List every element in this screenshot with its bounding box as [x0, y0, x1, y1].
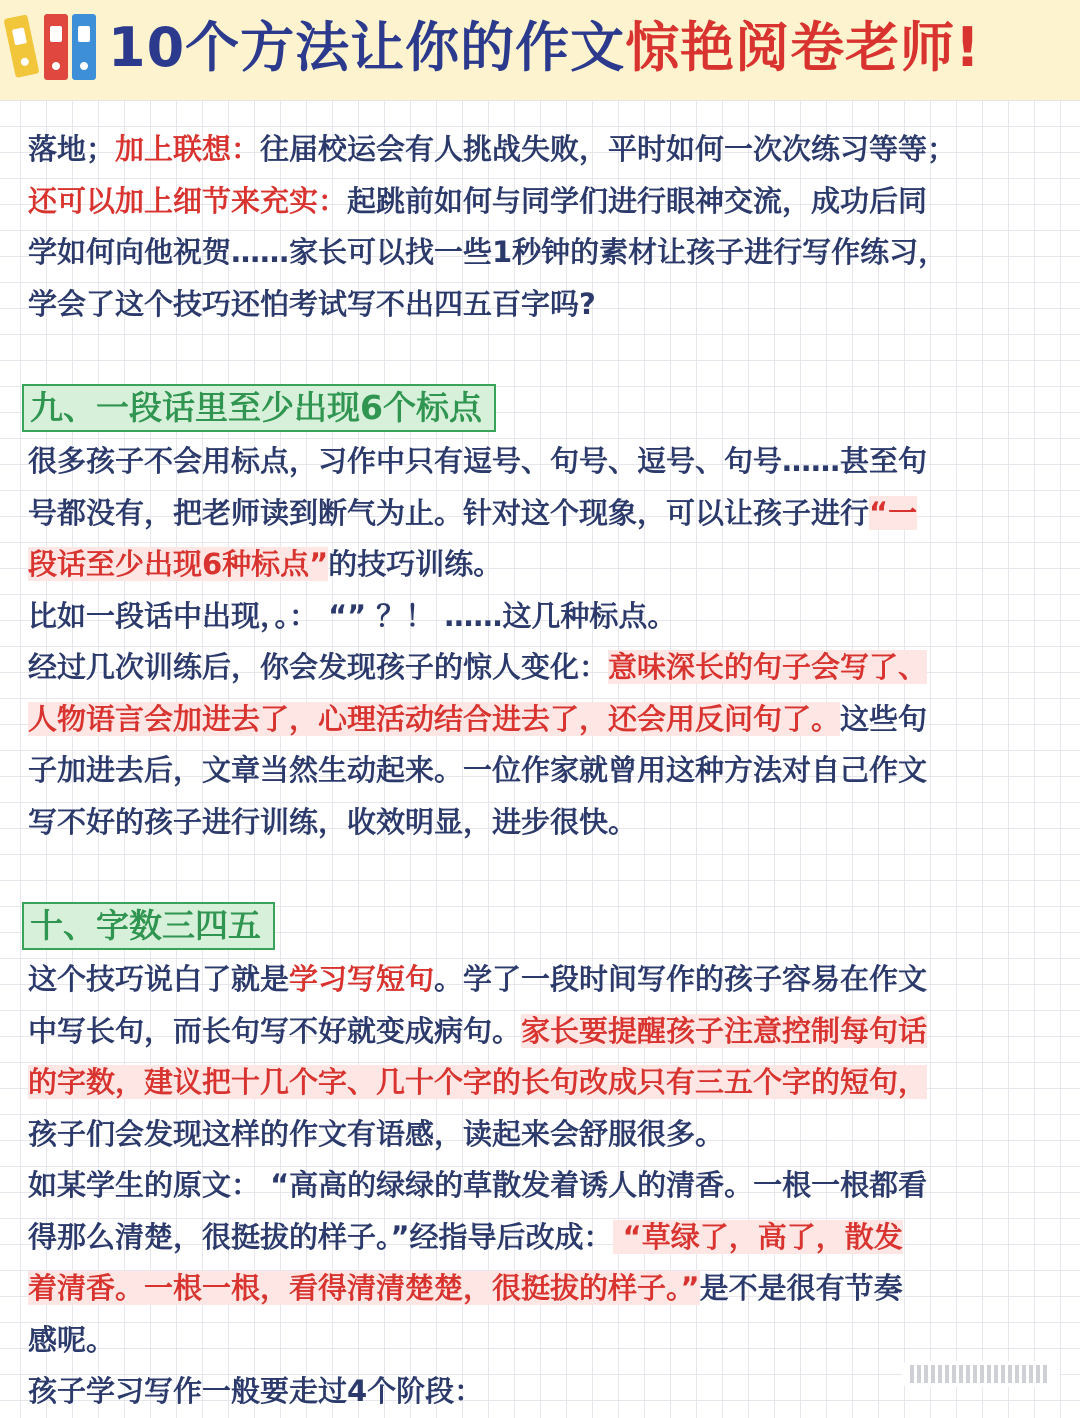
intro-text: 起跳前如何与同学们进行眼神交流，成功后同 — [347, 183, 928, 218]
s9-line-3 — [28, 539, 1058, 591]
s10-line-4: 孩子们会发现这样的作文有语感，读起来会舒服很多。 — [28, 1116, 725, 1151]
intro-line-1 — [28, 124, 1058, 176]
s10-line-3 — [28, 1057, 1058, 1109]
spacer — [28, 848, 1058, 900]
s9-highlight: 人物语言会加进去了，心理活动结合进去了，还会用反问句了。 — [28, 701, 841, 736]
s9-text: 这些句 — [840, 701, 928, 736]
intro-text: 落地； — [28, 132, 116, 166]
yellow-binder-icon — [4, 14, 40, 78]
s10-text: 得那么清楚，很挺拔的样子。”经指导后改成： — [28, 1219, 613, 1254]
s10-line-6 — [28, 1212, 1058, 1264]
intro-line-4: 学会了这个技巧还怕考试写不出四五百字吗? — [28, 286, 596, 321]
header-banner — [0, 0, 1080, 100]
s10-line-8: 感呢。 — [28, 1322, 116, 1357]
s9-text: 号都没有，把老师读到断气为止。针对这个现象，可以让孩子进行 — [28, 495, 870, 530]
s9-line-7: 子加进去后，文章当然生动起来。一位作家就曾用这种方法对自己作文 — [28, 753, 928, 787]
s9-text: 的技巧训练。 — [328, 547, 503, 581]
spacer — [28, 330, 1058, 382]
s9-line-5 — [28, 642, 1058, 694]
s10-text: 是不是很有节奏 — [699, 1271, 903, 1305]
title-part-1: 10个方法让你的作文 — [108, 16, 626, 79]
s10-line-9: 孩子学习写作一般要走过4个阶段： — [28, 1374, 484, 1408]
intro-highlight: 还可以加上细节来充实： — [28, 183, 348, 218]
page-title — [108, 12, 981, 84]
s9-highlight: 意味深长的句子会写了、 — [608, 650, 928, 684]
section-10-heading: 十、字数三四五 — [22, 902, 275, 950]
intro-line-2 — [28, 176, 1058, 228]
s9-line-6 — [28, 694, 1058, 746]
s10-text: 。学了一段时间写作的孩子容易在作文 — [434, 962, 928, 996]
blue-binder-icon — [72, 14, 96, 80]
s10-text: 这个技巧说白了就是 — [28, 962, 290, 996]
s10-text: 中写长句，而长句写不好就变成病句。 — [28, 1013, 522, 1048]
s9-line-4: 比如一段话中出现，。： “” ？！ ……这几种标点。 — [28, 598, 677, 633]
s10-highlight: 的字数，建议把十几个字、几十个字的长句改成只有三五个字的短句， — [28, 1065, 928, 1099]
watermark-logo — [902, 1361, 1060, 1387]
red-binder-icon — [44, 14, 68, 80]
intro-text: 往届校运会有人挑战失败，平时如何一次次练习等等； — [260, 132, 957, 166]
s9-line-2 — [28, 488, 1058, 540]
binders-icon — [16, 14, 98, 80]
s10-line-1 — [28, 954, 1058, 1006]
article-body — [28, 124, 1058, 1418]
section-9-heading: 九、一段话里至少出现6个标点 — [22, 384, 496, 432]
s10-line-7 — [28, 1263, 1058, 1315]
s10-highlight: 着清香。一根一根，看得清清楚楚，很挺拔的样子。” — [28, 1271, 700, 1305]
intro-highlight: 加上联想： — [115, 132, 261, 166]
title-part-2: 惊艳阅卷老师! — [625, 16, 981, 79]
intro-line-3: 学如何向他祝贺……家长可以找一些1秒钟的素材让孩子进行写作练习， — [28, 235, 948, 269]
s9-line-1: 很多孩子不会用标点，习作中只有逗号、句号、逗号、句号……甚至句 — [28, 444, 928, 478]
s10-highlight: “草绿了，高了，散发 — [612, 1219, 903, 1254]
s10-line-2 — [28, 1006, 1058, 1058]
s9-line-8: 写不好的孩子进行训练，收效明显，进步很快。 — [28, 804, 638, 839]
s10-highlight: 学习写短句 — [289, 962, 435, 996]
s9-text: 经过几次训练后，你会发现孩子的惊人变化： — [28, 650, 609, 684]
s10-highlight: 家长要提醒孩子注意控制每句话 — [521, 1013, 928, 1048]
s10-line-5: 如某学生的原文： “高高的绿绿的草散发着诱人的清香。一根一根都看 — [28, 1168, 928, 1202]
s9-highlight: 段话至少出现6种标点” — [28, 547, 329, 581]
s9-highlight: “一 — [869, 495, 918, 530]
